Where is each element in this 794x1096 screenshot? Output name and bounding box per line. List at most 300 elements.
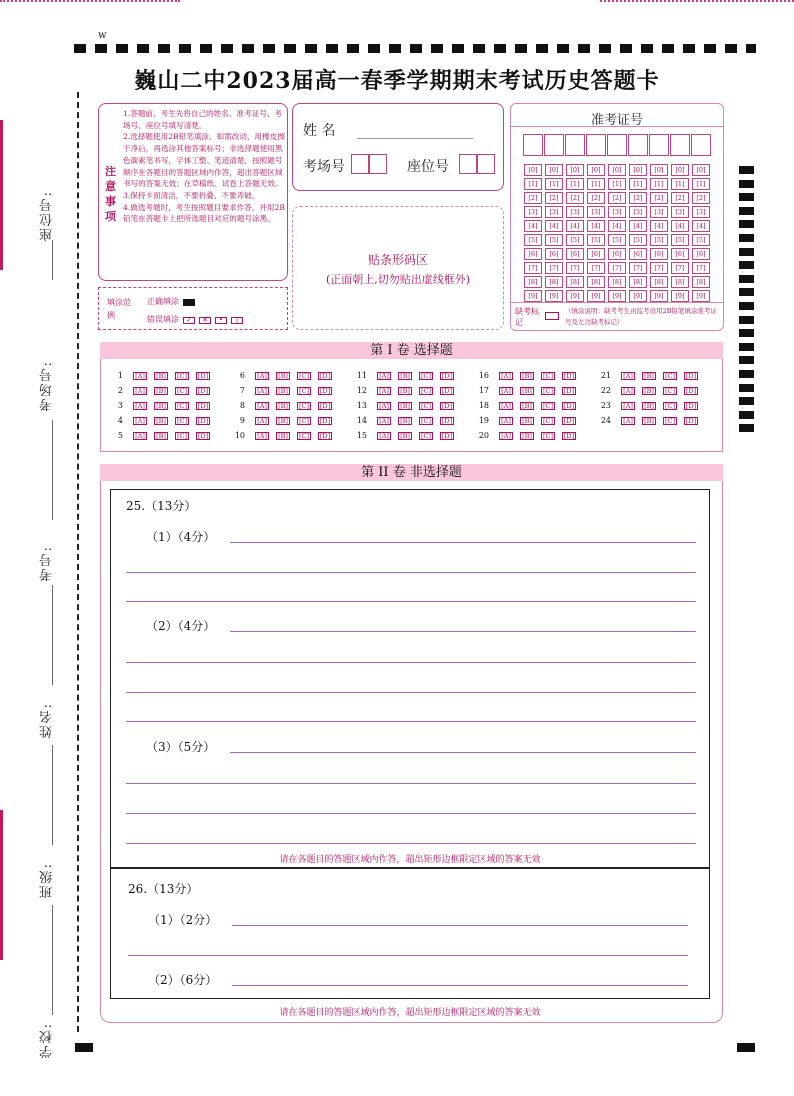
option-bubble[interactable]: [C] bbox=[664, 417, 676, 425]
option-bubble[interactable]: [A] bbox=[621, 372, 635, 380]
admission-bubble[interactable]: [4] bbox=[566, 220, 584, 232]
option-bubble[interactable]: [C] bbox=[176, 402, 188, 410]
admission-bubble[interactable]: [0] bbox=[587, 164, 605, 176]
option-bubble[interactable]: [B] bbox=[398, 387, 412, 395]
admission-bubble[interactable]: [1] bbox=[587, 178, 605, 190]
question-number: 14 bbox=[356, 416, 367, 425]
admission-bubble[interactable]: [4] bbox=[608, 220, 626, 232]
option-bubble[interactable]: [D] bbox=[441, 402, 453, 410]
admission-bubble[interactable]: [0] bbox=[629, 164, 647, 176]
admission-bubble[interactable]: [7] bbox=[671, 262, 689, 274]
option-bubble[interactable]: [A] bbox=[133, 372, 147, 380]
admission-bubble[interactable]: [1] bbox=[629, 178, 647, 190]
top-edge-left bbox=[0, 0, 180, 2]
option-bubble[interactable]: [A] bbox=[377, 402, 391, 410]
question-number: 12 bbox=[356, 386, 367, 395]
answer-line[interactable] bbox=[232, 925, 688, 926]
answer-line[interactable] bbox=[126, 601, 696, 602]
corner-square-right bbox=[737, 1043, 755, 1052]
admission-bubble[interactable]: [7] bbox=[692, 262, 710, 274]
admission-bubble[interactable]: [1] bbox=[692, 178, 710, 190]
absent-note: （填涂说明：缺考考生由监考员用2B铅笔填涂准考证号及左边缺考标记） bbox=[565, 307, 717, 326]
admission-number-box bbox=[510, 103, 724, 331]
option-bubble[interactable]: [A] bbox=[499, 417, 513, 425]
section2-title: 第 II 卷 非选择题 bbox=[100, 464, 723, 481]
admission-bubble[interactable]: [4] bbox=[587, 220, 605, 232]
admission-bubble[interactable]: [5] bbox=[524, 234, 542, 246]
answer-line[interactable] bbox=[126, 843, 696, 844]
admission-bubble[interactable]: [8] bbox=[650, 276, 668, 288]
option-bubble[interactable]: [B] bbox=[398, 417, 412, 425]
fill-example-label: 填涂范例 bbox=[107, 298, 131, 320]
option-bubble[interactable]: [C] bbox=[298, 372, 310, 380]
admission-digit-box[interactable] bbox=[523, 134, 543, 156]
option-bubble[interactable]: [B] bbox=[398, 372, 412, 380]
option-bubble[interactable]: [C] bbox=[420, 402, 432, 410]
barcode-note: (正面朝上,切勿贴出虚线框外) bbox=[325, 273, 471, 286]
option-bubble[interactable]: [B] bbox=[276, 432, 290, 440]
timing-mark bbox=[739, 220, 754, 228]
option-bubble[interactable]: [D] bbox=[319, 372, 331, 380]
option-bubble[interactable]: [B] bbox=[154, 417, 168, 425]
question-number: 8 bbox=[239, 401, 245, 410]
admission-bubble[interactable]: [3] bbox=[545, 206, 563, 218]
answer-line[interactable] bbox=[126, 662, 696, 663]
option-bubble[interactable]: [D] bbox=[197, 432, 209, 440]
option-bubble[interactable]: [C] bbox=[542, 387, 554, 395]
option-bubble[interactable]: [B] bbox=[276, 372, 290, 380]
option-bubble[interactable]: [B] bbox=[642, 372, 656, 380]
option-bubble[interactable]: [B] bbox=[520, 402, 534, 410]
option-bubble[interactable]: [D] bbox=[197, 402, 209, 410]
timing-mark bbox=[739, 288, 754, 296]
admission-bubble[interactable]: [4] bbox=[629, 220, 647, 232]
fill-correct-label: 正确填涂 bbox=[147, 297, 179, 306]
admission-bubble[interactable]: [3] bbox=[650, 206, 668, 218]
admission-bubble[interactable]: [5] bbox=[545, 234, 563, 246]
option-bubble[interactable]: [D] bbox=[563, 387, 575, 395]
side-label-school: 学校: bbox=[40, 1022, 55, 1059]
side-label-seat: 座位号: bbox=[40, 190, 55, 242]
question-number: 18 bbox=[478, 401, 489, 410]
room-digit-box[interactable] bbox=[351, 154, 369, 174]
admission-bubble[interactable]: [3] bbox=[587, 206, 605, 218]
answer-line[interactable] bbox=[126, 721, 696, 722]
admission-divider bbox=[511, 302, 723, 303]
q25-part2-label: （2）（4分） bbox=[146, 619, 216, 633]
timing-bar-top bbox=[74, 44, 756, 53]
admission-bubble[interactable]: [0] bbox=[608, 164, 626, 176]
fill-wrong-label: 错误填涂 bbox=[147, 315, 179, 324]
question-number: 2 bbox=[117, 386, 123, 395]
option-bubble[interactable]: [B] bbox=[276, 417, 290, 425]
option-bubble[interactable]: [D] bbox=[441, 372, 453, 380]
option-bubble[interactable]: [D] bbox=[197, 372, 209, 380]
admission-bubble[interactable]: [2] bbox=[524, 192, 542, 204]
answer-line[interactable] bbox=[126, 813, 696, 814]
option-bubble[interactable]: [A] bbox=[255, 432, 269, 440]
cross-mark-icon: ✕ bbox=[199, 317, 211, 324]
option-bubble[interactable]: [B] bbox=[398, 402, 412, 410]
option-bubble[interactable]: [C] bbox=[298, 432, 310, 440]
question-number: 1 bbox=[117, 371, 123, 380]
option-bubble[interactable]: [D] bbox=[563, 402, 575, 410]
option-bubble[interactable]: [A] bbox=[621, 417, 635, 425]
option-bubble[interactable]: [A] bbox=[255, 387, 269, 395]
admission-bubble[interactable]: [8] bbox=[671, 276, 689, 288]
option-bubble[interactable]: [D] bbox=[441, 417, 453, 425]
admission-bubble[interactable]: [8] bbox=[566, 276, 584, 288]
admission-bubble[interactable]: [9] bbox=[566, 290, 584, 302]
barcode-title: 贴条形码区 bbox=[367, 253, 428, 267]
option-bubble[interactable]: [B] bbox=[520, 387, 534, 395]
admission-bubble[interactable]: [5] bbox=[629, 234, 647, 246]
admission-bubble[interactable]: [5] bbox=[587, 234, 605, 246]
option-bubble[interactable]: [A] bbox=[377, 432, 391, 440]
option-bubble[interactable]: [B] bbox=[154, 402, 168, 410]
option-bubble[interactable]: [A] bbox=[255, 372, 269, 380]
admission-bubble[interactable]: [9] bbox=[524, 290, 542, 302]
admission-digit-box[interactable] bbox=[607, 134, 627, 156]
admission-bubble[interactable]: [5] bbox=[650, 234, 668, 246]
option-bubble[interactable]: [A] bbox=[255, 402, 269, 410]
question-number: 6 bbox=[239, 371, 245, 380]
question-number: 15 bbox=[356, 431, 367, 440]
admission-bubble[interactable]: [2] bbox=[608, 192, 626, 204]
answer-line[interactable] bbox=[232, 985, 688, 986]
admission-bubble[interactable]: [8] bbox=[629, 276, 647, 288]
option-bubble[interactable]: [D] bbox=[563, 372, 575, 380]
q25-part1-label: （1）（4分） bbox=[146, 530, 216, 544]
top-edge-right bbox=[600, 0, 794, 2]
q26-warning: 请在各题目的答题区域内作答，超出矩形边框限定区域的答案无效 bbox=[279, 1008, 541, 1018]
admission-bubble[interactable]: [2] bbox=[692, 192, 710, 204]
room-label: 考场号 bbox=[303, 159, 345, 175]
option-bubble[interactable]: [A] bbox=[621, 387, 635, 395]
option-bubble[interactable]: [C] bbox=[420, 387, 432, 395]
admission-bubble[interactable]: [6] bbox=[566, 248, 584, 260]
seat-digit-box[interactable] bbox=[477, 154, 495, 174]
admission-bubble[interactable]: [2] bbox=[671, 192, 689, 204]
option-bubble[interactable]: [C] bbox=[420, 372, 432, 380]
timing-mark bbox=[739, 193, 754, 201]
option-bubble[interactable]: [A] bbox=[499, 432, 513, 440]
option-bubble[interactable]: [D] bbox=[685, 417, 697, 425]
answer-line[interactable] bbox=[230, 752, 696, 753]
notice-item: 2.选择题使用2B铅笔填涂，如需改动，用橡皮擦干净后，再选涂其他答案标号；非选择题使用黑色碳素笔书写，字体工整、笔迹清楚，按照题号顺序在各题目的答题区域内作答，超出答题区域书写的答案无效；在草稿纸、试卷上答题无效。 bbox=[123, 132, 285, 189]
option-bubble[interactable]: [C] bbox=[542, 402, 554, 410]
answer-line[interactable] bbox=[230, 542, 696, 543]
question-number: 5 bbox=[117, 431, 123, 440]
option-bubble[interactable]: [B] bbox=[154, 432, 168, 440]
admission-bubble[interactable]: [7] bbox=[587, 262, 605, 274]
half-mark-icon: | bbox=[231, 317, 243, 324]
binding-line bbox=[77, 92, 79, 1032]
admission-bubble[interactable]: [2] bbox=[650, 192, 668, 204]
option-bubble[interactable]: [B] bbox=[398, 432, 412, 440]
timing-mark bbox=[739, 180, 754, 188]
admission-bubble[interactable]: [7] bbox=[545, 262, 563, 274]
option-bubble[interactable]: [C] bbox=[176, 432, 188, 440]
admission-bubble[interactable]: [1] bbox=[524, 178, 542, 190]
timing-mark bbox=[739, 234, 754, 242]
option-bubble[interactable]: [A] bbox=[133, 402, 147, 410]
option-bubble[interactable]: [D] bbox=[441, 432, 453, 440]
timing-mark bbox=[739, 356, 754, 364]
admission-bubble[interactable]: [0] bbox=[545, 164, 563, 176]
name-box bbox=[292, 103, 504, 191]
option-bubble[interactable]: [D] bbox=[319, 402, 331, 410]
admission-bubble[interactable]: [5] bbox=[566, 234, 584, 246]
option-bubble[interactable]: [D] bbox=[685, 387, 697, 395]
option-bubble[interactable]: [D] bbox=[319, 417, 331, 425]
admission-bubble[interactable]: [6] bbox=[587, 248, 605, 260]
admission-bubble[interactable]: [7] bbox=[650, 262, 668, 274]
admission-bubble[interactable]: [2] bbox=[587, 192, 605, 204]
admission-bubble[interactable]: [9] bbox=[587, 290, 605, 302]
option-bubble[interactable]: [D] bbox=[319, 432, 331, 440]
q26-part2-label: （2）（6分） bbox=[148, 973, 218, 987]
page-title: 巍山二中2023届高一春季学期期末考试历史答题卡 bbox=[134, 68, 660, 94]
option-bubble[interactable]: [C] bbox=[176, 417, 188, 425]
admission-bubble[interactable]: [2] bbox=[629, 192, 647, 204]
option-bubble[interactable]: [B] bbox=[276, 402, 290, 410]
timing-mark bbox=[739, 207, 754, 215]
q25-header: 25.（13分） bbox=[126, 499, 197, 513]
option-bubble[interactable]: [C] bbox=[664, 387, 676, 395]
admission-bubble[interactable]: [5] bbox=[671, 234, 689, 246]
question-number: 11 bbox=[356, 371, 367, 380]
notice-item: 3.保持卡面清洁，不要折叠、不要弄破。 bbox=[123, 190, 260, 200]
side-line bbox=[52, 745, 53, 845]
answer-line[interactable] bbox=[126, 572, 696, 573]
admission-bubble[interactable]: [8] bbox=[587, 276, 605, 288]
admission-bubble[interactable]: [6] bbox=[671, 248, 689, 260]
q26-header: 26.（13分） bbox=[128, 882, 199, 896]
answer-line[interactable] bbox=[126, 692, 696, 693]
admission-bubble[interactable]: [3] bbox=[608, 206, 626, 218]
admission-bubble[interactable]: [9] bbox=[671, 290, 689, 302]
section1-box bbox=[100, 359, 723, 452]
notice-label: 注意事项 bbox=[105, 165, 116, 223]
admission-bubble[interactable]: [5] bbox=[608, 234, 626, 246]
question-number: 21 bbox=[600, 371, 611, 380]
admission-bubble[interactable]: [8] bbox=[692, 276, 710, 288]
admission-bubble[interactable]: [6] bbox=[524, 248, 542, 260]
admission-bubble[interactable]: [9] bbox=[629, 290, 647, 302]
admission-bubble[interactable]: [9] bbox=[692, 290, 710, 302]
admission-bubble[interactable]: [0] bbox=[566, 164, 584, 176]
admission-bubble[interactable]: [6] bbox=[608, 248, 626, 260]
timing-mark bbox=[739, 370, 754, 378]
timing-mark bbox=[739, 275, 754, 283]
admission-bubble[interactable]: [0] bbox=[671, 164, 689, 176]
admission-bubble[interactable]: [0] bbox=[692, 164, 710, 176]
option-bubble[interactable]: [B] bbox=[642, 387, 656, 395]
admission-bubble[interactable]: [3] bbox=[629, 206, 647, 218]
timing-mark bbox=[739, 166, 754, 174]
option-bubble[interactable]: [D] bbox=[197, 417, 209, 425]
option-bubble[interactable]: [B] bbox=[154, 372, 168, 380]
side-line bbox=[52, 905, 53, 1015]
option-bubble[interactable]: [B] bbox=[154, 387, 168, 395]
option-bubble[interactable]: [B] bbox=[520, 372, 534, 380]
admission-bubble[interactable]: [8] bbox=[608, 276, 626, 288]
option-bubble[interactable]: [C] bbox=[298, 402, 310, 410]
admission-bubble[interactable]: [0] bbox=[650, 164, 668, 176]
option-bubble[interactable]: [C] bbox=[664, 402, 676, 410]
seat-digit-box[interactable] bbox=[459, 154, 477, 174]
option-bubble[interactable]: [B] bbox=[520, 432, 534, 440]
option-bubble[interactable]: [D] bbox=[563, 417, 575, 425]
admission-bubble[interactable]: [7] bbox=[608, 262, 626, 274]
admission-bubble[interactable]: [2] bbox=[566, 192, 584, 204]
admission-bubble[interactable]: [1] bbox=[608, 178, 626, 190]
admission-divider bbox=[511, 126, 723, 127]
admission-bubble[interactable]: [6] bbox=[650, 248, 668, 260]
answer-line[interactable] bbox=[230, 631, 696, 632]
question-number: 20 bbox=[478, 431, 489, 440]
question-number: 17 bbox=[478, 386, 489, 395]
admission-digit-box[interactable] bbox=[544, 134, 564, 156]
option-bubble[interactable]: [A] bbox=[377, 372, 391, 380]
admission-bubble[interactable]: [5] bbox=[692, 234, 710, 246]
option-bubble[interactable]: [C] bbox=[176, 387, 188, 395]
timing-mark bbox=[739, 343, 754, 351]
notice-item: 1.答题前，考生先将自己的姓名、准考证号、考场号、座位号填写清楚。 bbox=[123, 109, 283, 130]
admission-bubble[interactable]: [1] bbox=[545, 178, 563, 190]
option-bubble[interactable]: [B] bbox=[642, 417, 656, 425]
fill-correct-row bbox=[147, 296, 195, 307]
name-line[interactable] bbox=[357, 138, 473, 139]
timing-mark bbox=[739, 424, 754, 432]
admission-bubble[interactable]: [3] bbox=[566, 206, 584, 218]
admission-bubble[interactable]: [7] bbox=[629, 262, 647, 274]
option-bubble[interactable]: [D] bbox=[197, 387, 209, 395]
option-bubble[interactable]: [D] bbox=[685, 402, 697, 410]
pink-edge-top bbox=[0, 120, 3, 270]
answer-line[interactable] bbox=[128, 955, 688, 956]
admission-bubble[interactable]: [4] bbox=[545, 220, 563, 232]
admission-bubble[interactable]: [1] bbox=[566, 178, 584, 190]
option-bubble[interactable]: [C] bbox=[542, 432, 554, 440]
side-line bbox=[52, 585, 53, 685]
side-line bbox=[52, 240, 53, 280]
option-bubble[interactable]: [A] bbox=[255, 417, 269, 425]
question-number: 10 bbox=[234, 431, 245, 440]
option-bubble[interactable]: [C] bbox=[298, 387, 310, 395]
option-bubble[interactable]: [B] bbox=[642, 402, 656, 410]
option-bubble[interactable]: [A] bbox=[499, 387, 513, 395]
room-digit-box[interactable] bbox=[369, 154, 387, 174]
admission-bubble[interactable]: [6] bbox=[692, 248, 710, 260]
absent-mark-box[interactable] bbox=[545, 312, 559, 320]
option-bubble[interactable]: [A] bbox=[377, 417, 391, 425]
timing-mark bbox=[739, 384, 754, 392]
admission-bubble[interactable]: [1] bbox=[650, 178, 668, 190]
check-mark-icon: ✓ bbox=[183, 317, 195, 324]
admission-bubble[interactable]: [3] bbox=[692, 206, 710, 218]
filled-mark-icon bbox=[183, 299, 195, 306]
question-number: 19 bbox=[478, 416, 489, 425]
admission-bubble[interactable]: [9] bbox=[608, 290, 626, 302]
option-bubble[interactable]: [D] bbox=[563, 432, 575, 440]
admission-bubble[interactable]: [4] bbox=[650, 220, 668, 232]
admission-digit-box[interactable] bbox=[565, 134, 585, 156]
option-bubble[interactable]: [B] bbox=[276, 387, 290, 395]
dot-mark-icon: • bbox=[215, 317, 227, 324]
timing-mark bbox=[739, 329, 754, 337]
answer-line[interactable] bbox=[126, 783, 696, 784]
admission-bubble[interactable]: [0] bbox=[524, 164, 542, 176]
option-bubble[interactable]: [D] bbox=[441, 387, 453, 395]
admission-digit-box[interactable] bbox=[586, 134, 606, 156]
admission-digit-box[interactable] bbox=[628, 134, 648, 156]
question-number: 3 bbox=[117, 401, 123, 410]
seat-label: 座位号 bbox=[407, 159, 449, 175]
barcode-area bbox=[292, 206, 504, 330]
admission-bubble[interactable]: [6] bbox=[545, 248, 563, 260]
admission-bubble[interactable]: [9] bbox=[545, 290, 563, 302]
option-bubble[interactable]: [A] bbox=[499, 402, 513, 410]
option-bubble[interactable]: [C] bbox=[542, 417, 554, 425]
option-bubble[interactable]: [A] bbox=[133, 387, 147, 395]
admission-bubble[interactable]: [7] bbox=[524, 262, 542, 274]
option-bubble[interactable]: [C] bbox=[298, 417, 310, 425]
admission-bubble[interactable]: [3] bbox=[524, 206, 542, 218]
admission-bubble[interactable]: [4] bbox=[692, 220, 710, 232]
admission-bubble[interactable]: [3] bbox=[671, 206, 689, 218]
admission-bubble[interactable]: [4] bbox=[671, 220, 689, 232]
option-bubble[interactable]: [A] bbox=[133, 432, 147, 440]
q25-answer-box bbox=[110, 489, 710, 868]
admission-bubble[interactable]: [7] bbox=[566, 262, 584, 274]
question-number: 24 bbox=[600, 416, 611, 425]
option-bubble[interactable]: [D] bbox=[685, 372, 697, 380]
admission-digit-box[interactable] bbox=[649, 134, 669, 156]
corner-square-left bbox=[75, 1043, 93, 1052]
admission-bubble[interactable]: [4] bbox=[524, 220, 542, 232]
name-label: 姓 名 bbox=[303, 123, 336, 139]
admission-bubble[interactable]: [6] bbox=[629, 248, 647, 260]
admission-bubble[interactable]: [9] bbox=[650, 290, 668, 302]
notice-item: 4.做选考题时，考生按照题目要求作答，并用2B铅笔在答题卡上把所选题目对应的题号涂黑。 bbox=[123, 202, 285, 224]
option-bubble[interactable]: [A] bbox=[133, 417, 147, 425]
fill-wrong-row bbox=[147, 314, 243, 325]
admission-bubble[interactable]: [1] bbox=[671, 178, 689, 190]
option-bubble[interactable]: [A] bbox=[621, 402, 635, 410]
option-bubble[interactable]: [A] bbox=[377, 387, 391, 395]
admission-digit-box[interactable] bbox=[691, 134, 711, 156]
q25-part3-label: （3）（5分） bbox=[146, 740, 216, 754]
option-bubble[interactable]: [C] bbox=[420, 417, 432, 425]
notice-box bbox=[98, 103, 288, 281]
option-bubble[interactable]: [D] bbox=[319, 387, 331, 395]
option-bubble[interactable]: [C] bbox=[420, 432, 432, 440]
q26-part1-label: （1）（2分） bbox=[148, 913, 218, 927]
option-bubble[interactable]: [C] bbox=[176, 372, 188, 380]
option-bubble[interactable]: [C] bbox=[542, 372, 554, 380]
admission-digit-box[interactable] bbox=[670, 134, 690, 156]
option-bubble[interactable]: [A] bbox=[499, 372, 513, 380]
admission-bubble[interactable]: [8] bbox=[545, 276, 563, 288]
option-bubble[interactable]: [C] bbox=[664, 372, 676, 380]
side-label-name: 姓名: bbox=[40, 702, 55, 739]
option-bubble[interactable]: [B] bbox=[520, 417, 534, 425]
admission-bubble[interactable]: [2] bbox=[545, 192, 563, 204]
admission-bubble[interactable]: [8] bbox=[524, 276, 542, 288]
absent-label: 缺考标记 bbox=[515, 307, 539, 327]
